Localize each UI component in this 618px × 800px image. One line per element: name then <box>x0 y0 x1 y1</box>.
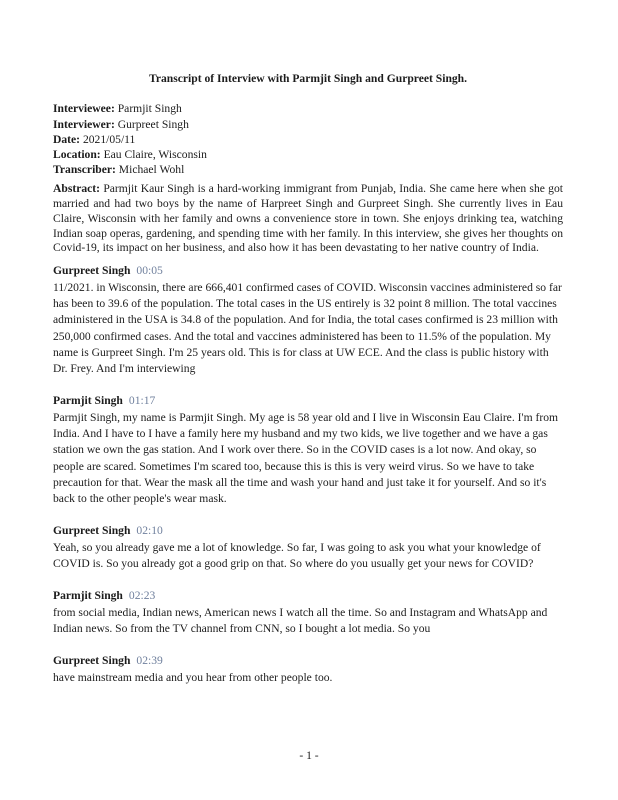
transcript-section <box>53 588 563 637</box>
speaker-name: Gurpreet Singh <box>53 264 131 278</box>
transcript-section <box>53 393 563 507</box>
speaker-name: Gurpreet Singh <box>53 524 131 538</box>
metadata-row-interviewee <box>53 101 563 116</box>
timestamp: 02:10 <box>136 524 163 538</box>
speech-text: from social media, Indian news, American news I watch all the time. So and Instagram and WhatsApp and Indian news. So from the TV channel from CNN, so I bought a lot media. So you <box>53 605 548 635</box>
page-number: - 1 - <box>299 749 319 762</box>
metadata-value: 2021/05/11 <box>82 132 136 146</box>
transcript-section <box>53 263 563 377</box>
metadata-label: Date: <box>53 132 81 146</box>
abstract-label: Abstract: <box>53 181 101 195</box>
metadata-label: Location: <box>53 148 101 162</box>
metadata-label: Transcriber: <box>53 163 116 177</box>
metadata-row-interviewer <box>53 117 563 132</box>
transcript <box>53 263 563 686</box>
metadata-row-date <box>53 132 563 147</box>
section-header <box>53 523 563 539</box>
metadata-value: Michael Wohl <box>118 163 185 177</box>
metadata-value: Eau Claire, Wisconsin <box>103 148 207 162</box>
metadata-block <box>53 101 563 177</box>
timestamp: 01:17 <box>128 394 156 408</box>
transcript-section <box>53 523 563 572</box>
speaker-name: Parmjit Singh <box>53 589 123 603</box>
speech-text: have mainstream media and you hear from other people too. <box>53 670 333 684</box>
section-header <box>53 588 563 604</box>
speaker-name: Parmjit Singh <box>53 394 123 408</box>
metadata-label: Interviewer: <box>53 117 115 131</box>
speaker-name: Gurpreet Singh <box>53 654 131 668</box>
section-header <box>53 393 563 409</box>
metadata-value: Parmjit Singh <box>117 102 182 116</box>
metadata-row-transcriber <box>53 162 563 177</box>
speech-text: Yeah, so you already gave me a lot of knowledge. So far, I was going to ask you what your knowledge of COVID is. So you already got a good grip on that. So where do you usually get your news for COVID? <box>53 540 541 571</box>
section-header <box>53 653 563 669</box>
speech-text: 11/2021. in Wisconsin, there are 666,401 confirmed cases of COVID. Wisconsin vaccines administered so far has been to 39.6 of the population. The total cases in the US entirely is 32 point 8 million. The total vaccines administered in the USA is 34.8 of the population. And for India, the total cases confirmed is 23 million with 250,000 confirmed cases. And the total and vaccines administered has been to 11.5% of the population. My name is Gurpreet Singh. I'm 25 years old. This is for class at UW ECE. And the class is public history with Dr. Frey. And I'm interviewing <box>53 280 562 376</box>
metadata-label: Interviewee: <box>53 102 115 116</box>
section-header <box>53 263 563 279</box>
metadata-value: Gurpreet Singh <box>117 117 189 131</box>
timestamp: 00:05 <box>136 264 163 278</box>
timestamp: 02:39 <box>136 654 163 668</box>
metadata-row-location <box>53 147 563 162</box>
document-title: Transcript of Interview with Parmjit Singh and Gurpreet Singh. <box>148 72 468 85</box>
timestamp: 02:23 <box>128 589 156 603</box>
speech-text: Parmjit Singh, my name is Parmjit Singh. My age is 58 year old and I live in Wisconsin Eau Claire. I'm from India. And I have to I have a family here my husband and my two kids, we live together and we have a gas station we own the gas station. And I work over there. So in the COVID cases is a lot now. And okay, so people are scared. Sometimes I'm scared too, because this is this is very weird virus. So we have to take precaution for that. Wear the mask all the time and wash your hand and just take it for yourself. And so it's back to the other people's wear mask. <box>53 410 559 506</box>
abstract-paragraph <box>53 182 563 257</box>
transcript-section <box>53 653 563 686</box>
abstract-text: Parmjit Kaur Singh is a hard-working immigrant from Punjab, India. She came here when she got married and had two boys by the name of Harpreet Singh and Gurpreet Singh. She currently lives in Eau Claire, Wisconsin with her family and owns a convenience store in town. She enjoys drinking tea, watching Indian soap operas, gardening, and spending time with her family. In this interview, she gives her thoughts on Covid-19, its impact on her business, and also how it has been devastating to her native country of India. <box>53 181 564 255</box>
